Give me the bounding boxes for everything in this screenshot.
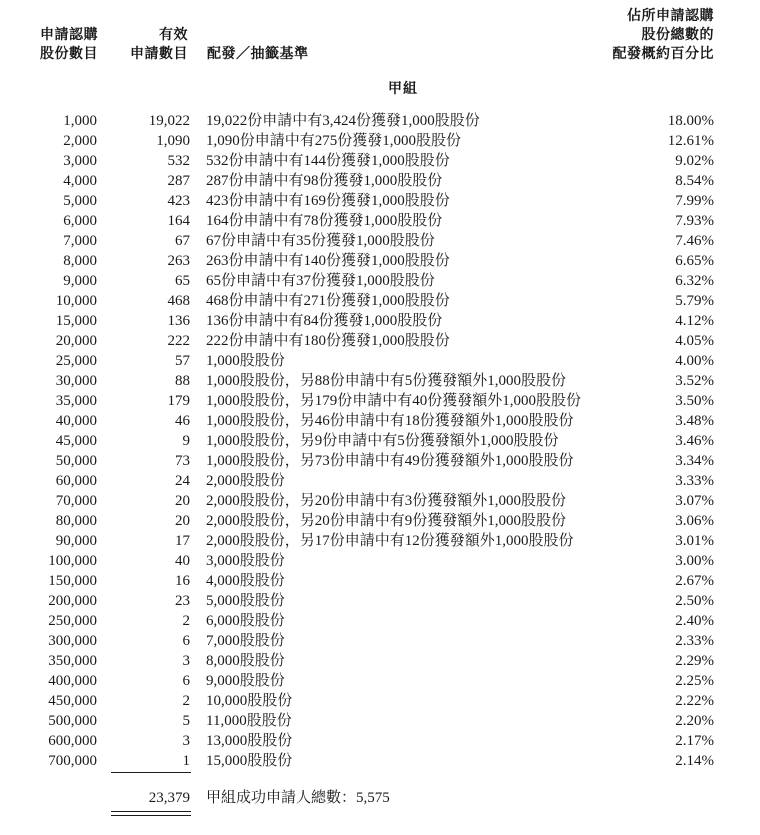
header-line: 配發／抽籤基準	[207, 46, 309, 62]
shares-cell: 30,000	[55, 373, 97, 389]
applications-cell: 468	[167, 293, 190, 309]
table-row	[0, 731, 760, 751]
basis-cell: 9,000股股份	[206, 673, 285, 689]
table-row	[0, 511, 760, 531]
basis-cell: 3,000股股份	[206, 553, 285, 569]
applications-cell: 24	[175, 473, 190, 489]
header-shares-applied	[34, 26, 104, 64]
basis-cell: 287份申請中有98份獲發1,000股股份	[206, 173, 443, 189]
applications-cell: 20	[175, 513, 190, 529]
table-row	[0, 151, 760, 171]
table-row	[0, 491, 760, 511]
applications-cell: 88	[175, 373, 190, 389]
applications-cell: 179	[167, 393, 190, 409]
applications-cell: 1	[182, 753, 190, 769]
applications-cell: 6	[182, 673, 190, 689]
basis-cell: 2,000股股份	[206, 473, 285, 489]
applications-cell: 23	[175, 593, 190, 609]
percentage-cell: 2.20%	[675, 713, 714, 729]
shares-cell: 4,000	[63, 173, 97, 189]
percentage-cell: 3.34%	[675, 453, 714, 469]
percentage-cell: 7.99%	[675, 193, 714, 209]
basis-cell: 532份申請中有144份獲發1,000股股份	[206, 153, 450, 169]
basis-cell: 2,000股股份，另17份申請中有12份獲發額外1,000股股份	[206, 533, 574, 549]
basis-cell: 222份申請中有180份獲發1,000股股份	[206, 333, 450, 349]
percentage-cell: 3.01%	[675, 533, 714, 549]
shares-cell: 150,000	[48, 573, 97, 589]
shares-cell: 6,000	[63, 213, 97, 229]
table-row	[0, 131, 760, 151]
shares-cell: 60,000	[55, 473, 97, 489]
header-line: 有效	[159, 27, 188, 43]
percentage-cell: 2.33%	[675, 633, 714, 649]
shares-cell: 80,000	[55, 513, 97, 529]
shares-cell: 7,000	[63, 233, 97, 249]
table-row	[0, 331, 760, 351]
percentage-cell: 2.14%	[675, 753, 714, 769]
table-row	[0, 451, 760, 471]
applications-cell: 20	[175, 493, 190, 509]
shares-cell: 3,000	[63, 153, 97, 169]
percentage-cell: 18.00%	[667, 113, 714, 129]
percentage-cell: 7.93%	[675, 213, 714, 229]
applications-cell: 532	[167, 153, 190, 169]
basis-cell: 2,000股股份，另20份申請中有3份獲發額外1,000股股份	[206, 493, 567, 509]
table-row	[0, 471, 760, 491]
header-line: 佔所申請認購	[627, 8, 714, 24]
table-row	[0, 611, 760, 631]
table-row	[0, 591, 760, 611]
percentage-cell: 2.50%	[675, 593, 714, 609]
basis-cell: 6,000股股份	[206, 613, 285, 629]
basis-cell: 8,000股股份	[206, 653, 285, 669]
basis-cell: 164份申請中有78份獲發1,000股股份	[206, 213, 443, 229]
total-row	[0, 788, 760, 808]
percentage-cell: 3.07%	[675, 493, 714, 509]
applications-cell: 423	[167, 193, 190, 209]
shares-cell: 5,000	[63, 193, 97, 209]
basis-cell: 263份申請中有140份獲發1,000股股份	[206, 253, 450, 269]
basis-cell: 136份申請中有84份獲發1,000股股份	[206, 313, 443, 329]
table-row	[0, 431, 760, 451]
shares-cell: 90,000	[55, 533, 97, 549]
shares-cell: 300,000	[48, 633, 97, 649]
basis-cell: 13,000股股份	[206, 733, 293, 749]
header-line: 股份數目	[40, 46, 98, 62]
shares-cell: 250,000	[48, 613, 97, 629]
table-row	[0, 351, 760, 371]
applications-cell: 3	[182, 733, 190, 749]
basis-cell: 65份申請中有37份獲發1,000股股份	[206, 273, 435, 289]
shares-cell: 600,000	[48, 733, 97, 749]
applications-cell: 73	[175, 453, 190, 469]
shares-cell: 15,000	[55, 313, 97, 329]
header-line: 申請數目	[130, 46, 188, 62]
applications-cell: 19,022	[148, 113, 190, 129]
table-row	[0, 211, 760, 231]
applications-cell: 164	[167, 213, 190, 229]
percentage-cell: 3.48%	[675, 413, 714, 429]
applications-cell: 46	[175, 413, 190, 429]
shares-cell: 50,000	[55, 453, 97, 469]
group-title: 甲組	[388, 81, 418, 97]
total-applications: 23,379	[148, 790, 190, 806]
applications-cell: 136	[167, 313, 190, 329]
table-row	[0, 271, 760, 291]
applications-cell: 2	[182, 693, 190, 709]
table-row	[0, 191, 760, 211]
percentage-cell: 6.65%	[675, 253, 714, 269]
shares-cell: 450,000	[48, 693, 97, 709]
basis-cell: 1,000股股份，另73份申請中有49份獲發額外1,000股股份	[206, 453, 574, 469]
header-line: 配發概約百分比	[612, 46, 714, 62]
table-row	[0, 671, 760, 691]
applications-cell: 57	[175, 353, 190, 369]
table-row	[0, 631, 760, 651]
percentage-cell: 2.17%	[675, 733, 714, 749]
shares-cell: 35,000	[55, 393, 97, 409]
applications-cell: 16	[175, 573, 190, 589]
percentage-cell: 3.00%	[675, 553, 714, 569]
shares-cell: 500,000	[48, 713, 97, 729]
shares-cell: 400,000	[48, 673, 97, 689]
applications-cell: 5	[182, 713, 190, 729]
percentage-cell: 3.06%	[675, 513, 714, 529]
applications-cell: 6	[182, 633, 190, 649]
basis-cell: 1,000股股份，另88份申請中有5份獲發額外1,000股股份	[206, 373, 567, 389]
shares-cell: 700,000	[48, 753, 97, 769]
shares-cell: 200,000	[48, 593, 97, 609]
table-row	[0, 371, 760, 391]
total-double-rule-bottom	[111, 815, 191, 816]
percentage-cell: 9.02%	[675, 153, 714, 169]
shares-cell: 20,000	[55, 333, 97, 349]
header-line: 申請認購	[40, 27, 98, 43]
table-row	[0, 551, 760, 571]
shares-cell: 350,000	[48, 653, 97, 669]
applications-cell: 17	[175, 533, 190, 549]
header-allocation-basis	[207, 45, 309, 64]
header-valid-applications	[130, 26, 188, 64]
applications-cell: 263	[167, 253, 190, 269]
applications-cell: 67	[175, 233, 190, 249]
percentage-cell: 5.79%	[675, 293, 714, 309]
basis-cell: 67份申請中有35份獲發1,000股股份	[206, 233, 435, 249]
percentage-cell: 3.50%	[675, 393, 714, 409]
table-row	[0, 251, 760, 271]
shares-cell: 10,000	[55, 293, 97, 309]
table-row	[0, 111, 760, 131]
header-allocation-percentage	[613, 7, 715, 64]
basis-cell: 423份申請中有169份獲發1,000股股份	[206, 193, 450, 209]
table-row	[0, 391, 760, 411]
table-row	[0, 571, 760, 591]
applications-cell: 222	[167, 333, 190, 349]
percentage-cell: 2.40%	[675, 613, 714, 629]
basis-cell: 4,000股股份	[206, 573, 285, 589]
basis-cell: 1,000股股份	[206, 353, 285, 369]
shares-cell: 40,000	[55, 413, 97, 429]
applications-cell: 2	[182, 613, 190, 629]
basis-cell: 1,000股股份，另46份申請中有18份獲發額外1,000股股份	[206, 413, 574, 429]
applications-cell: 1,090	[156, 133, 190, 149]
percentage-cell: 3.33%	[675, 473, 714, 489]
percentage-cell: 6.32%	[675, 273, 714, 289]
percentage-cell: 7.46%	[675, 233, 714, 249]
percentage-cell: 3.46%	[675, 433, 714, 449]
table-row	[0, 411, 760, 431]
applications-cell: 3	[182, 653, 190, 669]
shares-cell: 2,000	[63, 133, 97, 149]
basis-cell: 1,000股股份，另179份申請中有40份獲發額外1,000股股份	[206, 393, 582, 409]
basis-cell: 5,000股股份	[206, 593, 285, 609]
applications-cell: 9	[182, 433, 190, 449]
shares-cell: 25,000	[55, 353, 97, 369]
basis-cell: 1,000股股份，另9份申請中有5份獲發額外1,000股股份	[206, 433, 559, 449]
percentage-cell: 2.67%	[675, 573, 714, 589]
shares-cell: 45,000	[55, 433, 97, 449]
shares-cell: 70,000	[55, 493, 97, 509]
basis-cell: 10,000股股份	[206, 693, 293, 709]
shares-cell: 100,000	[48, 553, 97, 569]
shares-cell: 1,000	[63, 113, 97, 129]
basis-cell: 11,000股股份	[206, 713, 292, 729]
table-row	[0, 531, 760, 551]
percentage-cell: 4.05%	[675, 333, 714, 349]
table-row	[0, 691, 760, 711]
subtotal-rule	[111, 772, 191, 773]
percentage-cell: 4.12%	[675, 313, 714, 329]
basis-cell: 2,000股股份，另20份申請中有9份獲發額外1,000股股份	[206, 513, 567, 529]
total-double-rule-top	[111, 811, 191, 812]
table-row	[0, 231, 760, 251]
basis-cell: 15,000股股份	[206, 753, 293, 769]
applications-cell: 40	[175, 553, 190, 569]
percentage-cell: 4.00%	[675, 353, 714, 369]
table-row	[0, 171, 760, 191]
percentage-cell: 2.29%	[675, 653, 714, 669]
table-row	[0, 291, 760, 311]
shares-cell: 9,000	[63, 273, 97, 289]
allocation-table	[0, 111, 760, 771]
table-row	[0, 711, 760, 731]
percentage-cell: 8.54%	[675, 173, 714, 189]
basis-cell: 468份申請中有271份獲發1,000股股份	[206, 293, 450, 309]
percentage-cell: 2.25%	[675, 673, 714, 689]
table-row	[0, 311, 760, 331]
percentage-cell: 12.61%	[667, 133, 714, 149]
header-line: 股份總數的	[641, 27, 714, 43]
shares-cell: 8,000	[63, 253, 97, 269]
percentage-cell: 3.52%	[675, 373, 714, 389]
applications-cell: 65	[175, 273, 190, 289]
total-successful-label: 甲組成功申請人總數：5,575	[206, 790, 390, 806]
percentage-cell: 2.22%	[675, 693, 714, 709]
basis-cell: 19,022份申請中有3,424份獲發1,000股股份	[206, 113, 480, 129]
basis-cell: 1,090份申請中有275份獲發1,000股股份	[206, 133, 462, 149]
basis-cell: 7,000股股份	[206, 633, 285, 649]
table-row	[0, 751, 760, 771]
table-row	[0, 651, 760, 671]
applications-cell: 287	[167, 173, 190, 189]
